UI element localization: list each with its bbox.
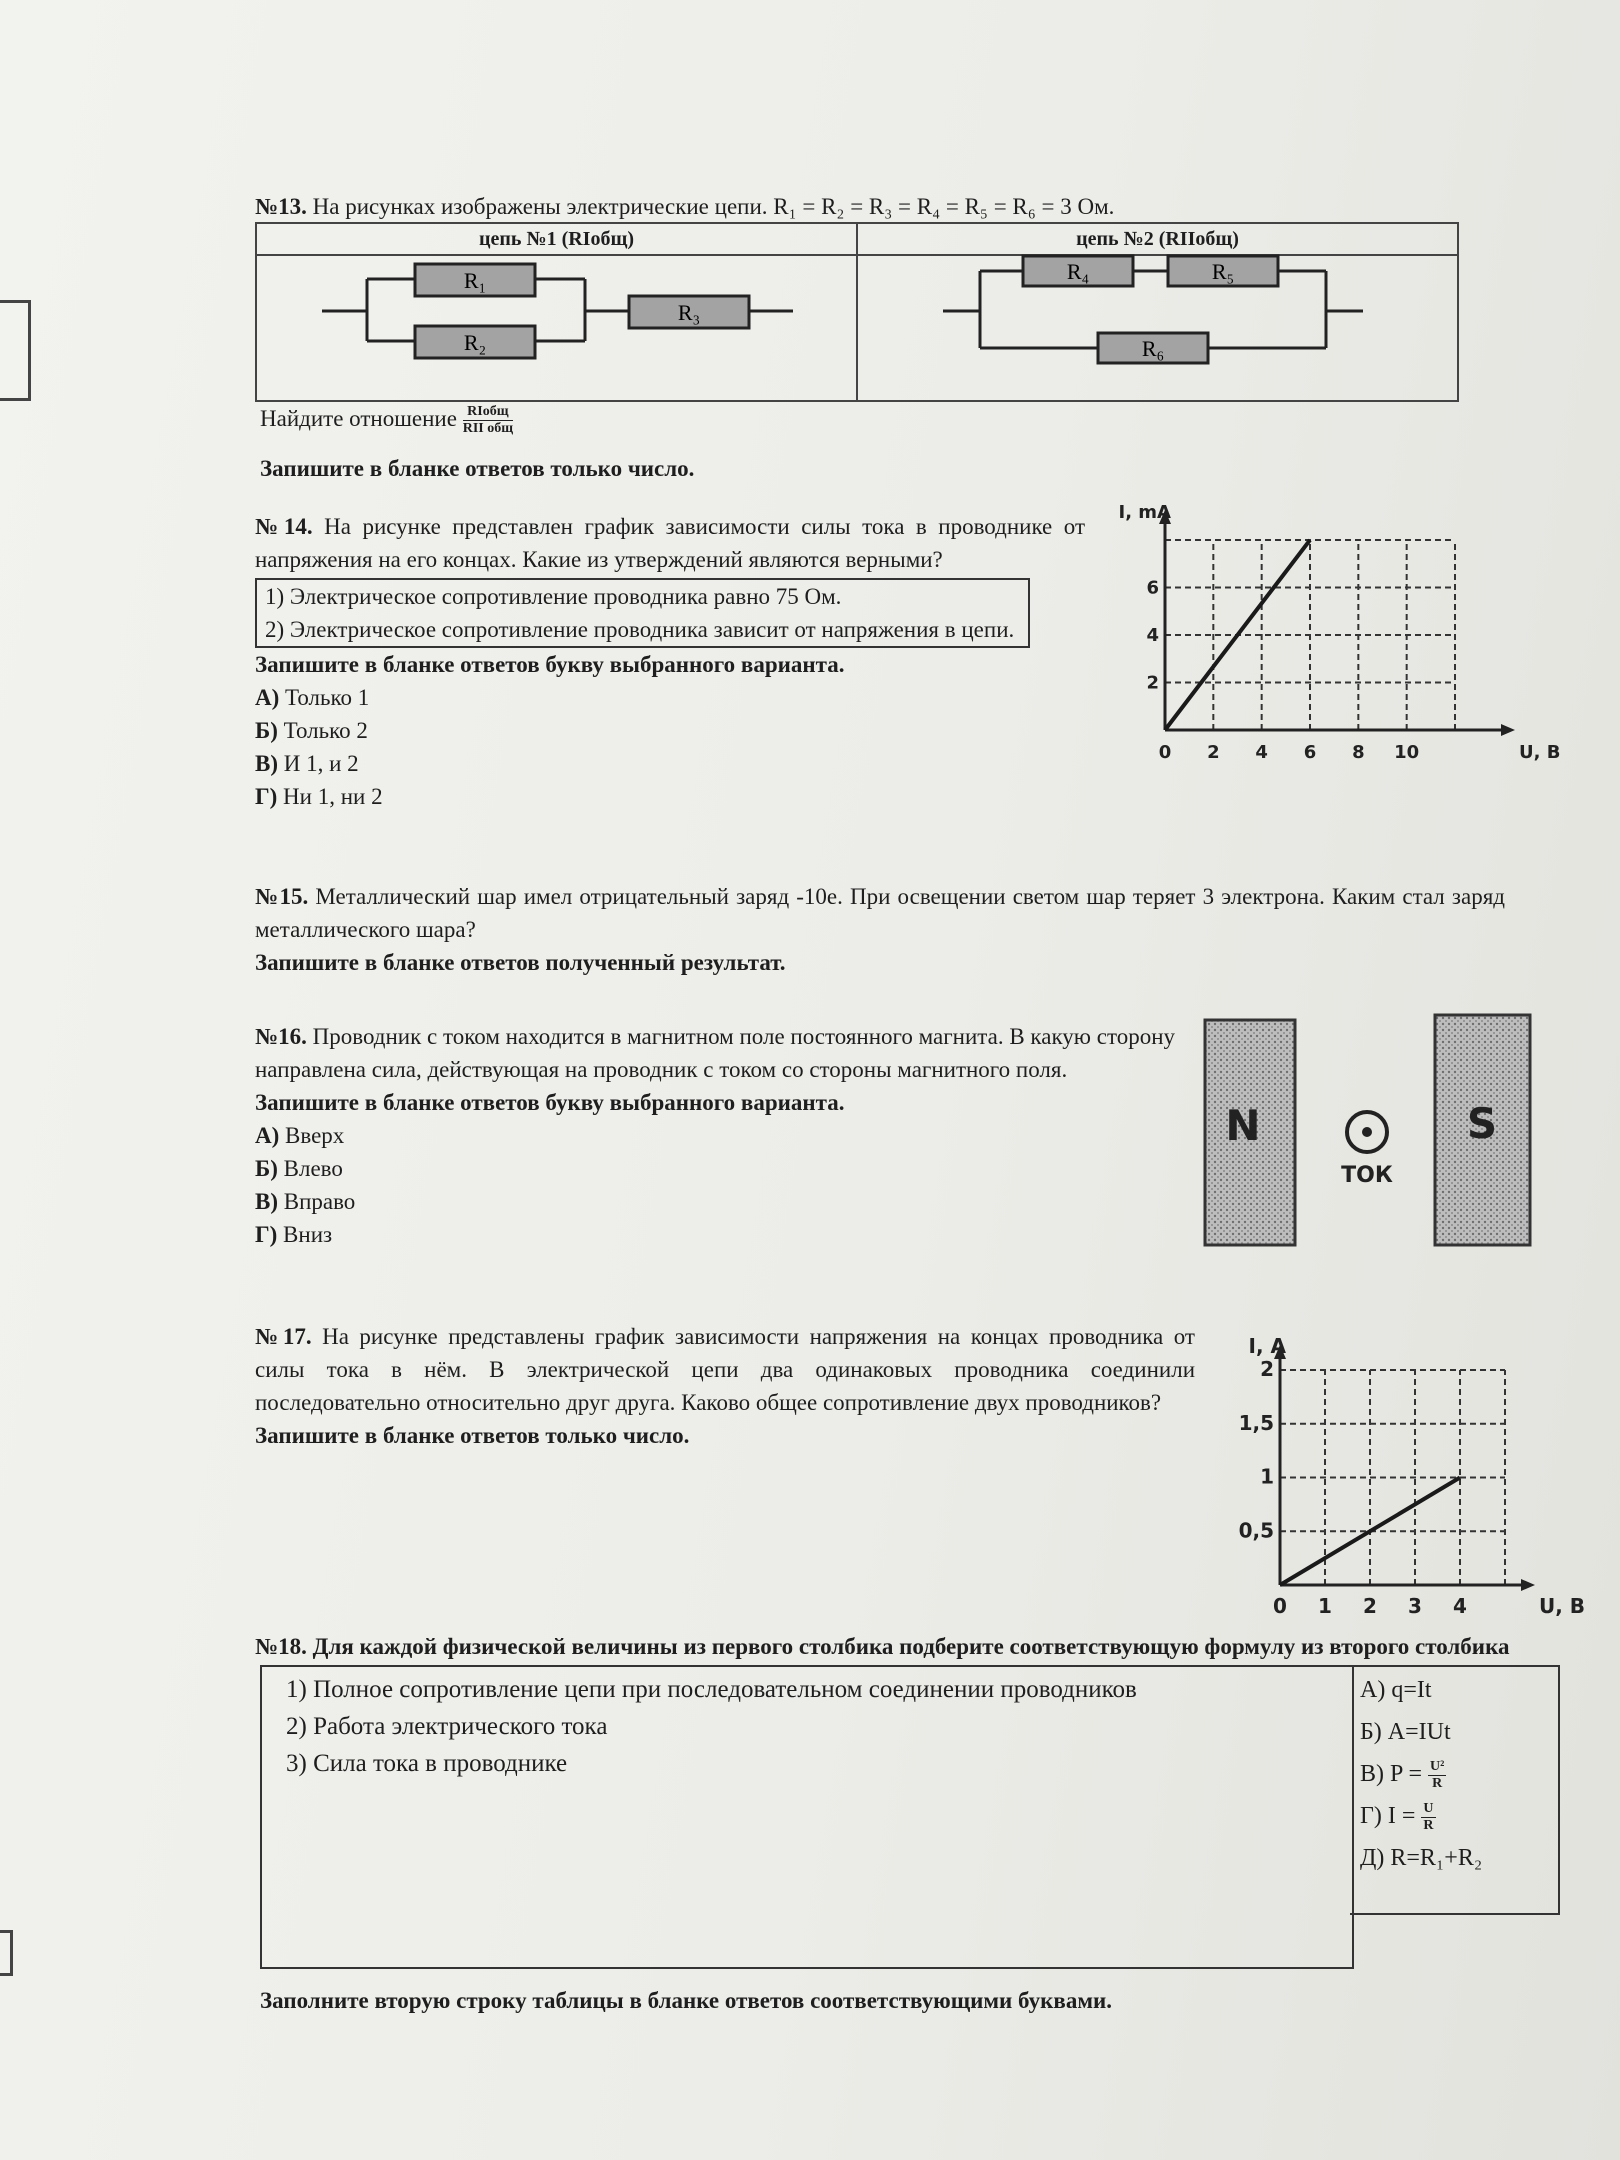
x-axis-label: U, В bbox=[1519, 742, 1561, 763]
instruction: Заполните вторую строку таблицы в бланке ответов соответствующими буквами. bbox=[260, 1988, 1113, 2013]
question-15 bbox=[255, 880, 1565, 979]
y-tick-label: 1 bbox=[1260, 1464, 1274, 1489]
find-ratio-text: Найдите отношение bbox=[260, 406, 457, 431]
question-number: №18. bbox=[255, 1634, 307, 1659]
x-axis-label: U, В bbox=[1539, 1594, 1586, 1618]
question-number: №14. bbox=[255, 514, 313, 539]
question-18 bbox=[255, 1630, 1565, 2013]
matching-table bbox=[255, 1665, 1565, 1965]
y-axis-label: I, A bbox=[1248, 1334, 1286, 1358]
resistor-r5-label: R₅ bbox=[1211, 259, 1235, 284]
x-tick-label: 4 bbox=[1255, 742, 1268, 763]
question-number: №13. bbox=[255, 194, 307, 219]
x-tick-label: 0 bbox=[1273, 1594, 1287, 1618]
question-number: №17. bbox=[255, 1324, 312, 1349]
instruction: Запишите в бланке ответов только число. bbox=[260, 456, 695, 481]
option-c: В) И 1, и 2 bbox=[255, 751, 359, 776]
voltage-current-graph bbox=[1210, 1320, 1586, 1620]
x-tick-label: 0 bbox=[1158, 742, 1172, 763]
current-voltage-graph bbox=[1080, 502, 1561, 775]
option-b: Б) Только 2 bbox=[255, 718, 368, 743]
instruction: Запишите в бланке ответов букву выбранного варианта. bbox=[255, 1090, 845, 1115]
north-pole-label: N bbox=[1225, 1101, 1261, 1150]
formula-b: Б) A=IUt bbox=[1360, 1719, 1451, 1745]
question-number: №15. bbox=[255, 884, 309, 909]
formula-e: Д) R=R₁+R₂ bbox=[1360, 1845, 1483, 1871]
statement-2: 2) Электрическое сопротивление проводника зависит от напряжения в цепи. bbox=[265, 617, 1015, 642]
x-tick-label: 10 bbox=[1394, 742, 1420, 763]
x-tick-label: 1 bbox=[1318, 1594, 1332, 1618]
x-tick-label: 6 bbox=[1303, 742, 1317, 763]
question-text: На рисунках изображены электрические цепи. R₁ = R₂ = R₃ = R₄ = R₅ = R₆ = 3 Ом. bbox=[312, 194, 1115, 219]
x-tick-label: 2 bbox=[1207, 742, 1220, 763]
adjacent-page-edge bbox=[0, 300, 31, 401]
option-d: Г) Ни 1, ни 2 bbox=[255, 784, 383, 809]
circuit-1-diagram bbox=[257, 256, 857, 396]
magnet-diagram bbox=[1195, 1010, 1540, 1255]
formulas-column bbox=[1350, 1665, 1560, 1915]
question-text: На рисунке представлен график зависимости силы тока в проводнике от напряжения на его концах. Какие из утверждений являются верными? bbox=[255, 514, 1085, 572]
quantity-1: 1) Полное сопротивление цепи при последовательном соединении проводников bbox=[286, 1676, 1137, 1703]
ratio-fraction bbox=[463, 404, 513, 437]
x-tick-label: 2 bbox=[1363, 1594, 1377, 1618]
fraction-denominator: RII общ bbox=[462, 421, 514, 437]
statement-1: 1) Электрическое сопротивление проводника равно 75 Ом. bbox=[265, 584, 842, 609]
resistor-r3-label: R₃ bbox=[677, 300, 701, 325]
formula-d: Г) I = $\frac{U}{R}$ bbox=[1360, 1800, 1434, 1833]
y-axis-label: I, mA bbox=[1118, 502, 1171, 523]
question-text: Проводник с током находится в магнитном поле постоянного магнита. В какую сторону направлена сила, действующая на проводник с током со стороны магнитного поля. bbox=[255, 1024, 1176, 1082]
x-tick-label: 8 bbox=[1352, 742, 1365, 763]
quantities-column bbox=[260, 1665, 1354, 1969]
resistor-r2-label: R₂ bbox=[463, 330, 487, 355]
option-d: Г) Вниз bbox=[255, 1222, 333, 1247]
quantity-2: 2) Работа электрического тока bbox=[286, 1713, 608, 1740]
y-tick-label: 1,5 bbox=[1238, 1410, 1274, 1435]
question-13 bbox=[255, 190, 1565, 481]
resistor-r1-label: R₁ bbox=[463, 268, 487, 293]
question-number: №16. bbox=[255, 1024, 307, 1049]
circuit-1-cell bbox=[257, 224, 856, 400]
option-b: Б) Влево bbox=[255, 1156, 343, 1181]
x-axis-arrow-icon bbox=[1501, 724, 1515, 736]
circuit-1-header: цепь №1 (RIобщ) bbox=[257, 224, 856, 256]
resistor-r6-label: R₆ bbox=[1141, 336, 1165, 361]
formula-c: В) P = $\frac{\text{U²}}{R}$ bbox=[1360, 1758, 1445, 1791]
option-a: А) Только 1 bbox=[255, 685, 370, 710]
y-tick-label: 2 bbox=[1146, 672, 1159, 694]
adjacent-page-edge bbox=[0, 1930, 13, 1976]
question-text: На рисунке представлены график зависимости напряжения на концах проводника от силы тока в нём. В электрической цепи два одинаковых проводника соединили последовательно относительно друг друга. Каково общее сопротивление двух проводников? bbox=[255, 1324, 1195, 1415]
x-tick-label: 4 bbox=[1453, 1594, 1467, 1618]
x-axis-arrow-icon bbox=[1521, 1579, 1535, 1591]
x-tick-label: 3 bbox=[1408, 1594, 1422, 1618]
y-tick-label: 6 bbox=[1146, 577, 1159, 599]
y-tick-label: 4 bbox=[1146, 625, 1159, 646]
circuit-2-cell bbox=[856, 224, 1457, 400]
question-text: Для каждой физической величины из первого столбика подберите соответствующую формулу из второго столбика bbox=[312, 1634, 1510, 1659]
circuit-2-header: цепь №2 (RIIобщ) bbox=[858, 224, 1457, 256]
statements-box bbox=[255, 578, 1030, 648]
current-dot-icon bbox=[1362, 1127, 1372, 1137]
current-label: ТОК bbox=[1341, 1163, 1393, 1188]
south-pole-label: S bbox=[1466, 1099, 1498, 1148]
fraction-numerator: RIобщ bbox=[463, 404, 513, 421]
quantity-3: 3) Сила тока в проводнике bbox=[286, 1750, 568, 1777]
circuits-table bbox=[255, 222, 1459, 402]
question-text: Металлический шар имел отрицательный заряд -10e. При освещении светом шар теряет 3 электрона. Каким стал заряд металлического шара? bbox=[255, 884, 1505, 942]
y-tick-label: 0,5 bbox=[1238, 1518, 1274, 1543]
option-c: В) Вправо bbox=[255, 1189, 356, 1214]
formula-a: А) q=It bbox=[1360, 1677, 1432, 1703]
y-tick-label: 2 bbox=[1260, 1357, 1274, 1381]
circuit-2-diagram bbox=[858, 256, 1458, 396]
instruction: Запишите в бланке ответов полученный результат. bbox=[255, 950, 786, 975]
instruction: Запишите в бланке ответов только число. bbox=[255, 1423, 690, 1448]
option-a: А) Вверх bbox=[255, 1123, 345, 1148]
ratio-line bbox=[260, 402, 513, 437]
instruction: Запишите в бланке ответов букву выбранного варианта. bbox=[255, 652, 845, 677]
resistor-r4-label: R₄ bbox=[1066, 259, 1090, 284]
